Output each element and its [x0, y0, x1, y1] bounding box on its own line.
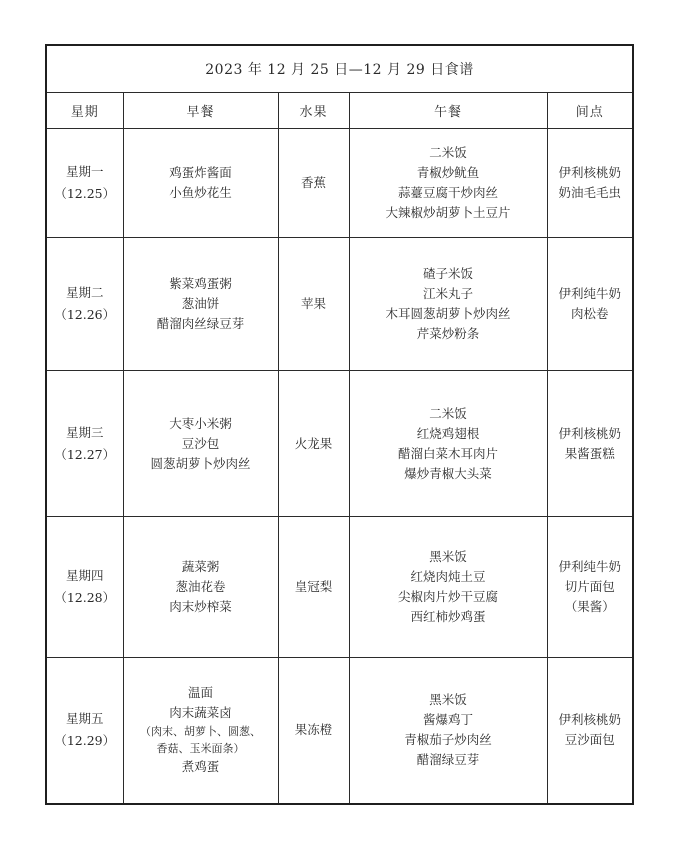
- menu-line: 红烧鸡翅根: [416, 425, 480, 441]
- snack-cell: [547, 371, 633, 517]
- menu-line: 肉末蔬菜卤: [169, 705, 232, 721]
- table-row: [46, 517, 633, 658]
- breakfast-cell: [123, 371, 278, 517]
- menu-line: （12.28）: [54, 590, 116, 605]
- day-cell: [46, 658, 123, 804]
- menu-line: 爆炒青椒大头菜: [404, 465, 492, 481]
- menu-line: 江米丸子: [422, 286, 473, 301]
- column-header-day: 星期: [46, 93, 123, 129]
- menu-line: 肉末炒榨菜: [169, 599, 232, 614]
- snack-cell: [547, 129, 633, 238]
- menu-line: 星期三: [65, 424, 104, 440]
- menu-line: 酱爆鸡丁: [422, 712, 473, 728]
- menu-line: 青椒茄子炒肉丝: [404, 732, 492, 748]
- menu-line: 蔬菜粥: [181, 559, 220, 574]
- menu-line: 大枣小米粥: [169, 415, 232, 431]
- day-cell: [46, 371, 123, 517]
- menu-line: 星期四: [65, 568, 104, 583]
- menu-line: 香蕉: [300, 175, 326, 190]
- menu-line: 醋溜肉丝绿豆芽: [156, 316, 245, 331]
- fruit-cell: [278, 129, 349, 238]
- menu-line: 伊利纯牛奶: [558, 286, 622, 301]
- table-title: 2023 年 12 月 25 日—12 月 29 日食谱: [46, 45, 633, 93]
- menu-line: 二米饭: [429, 145, 467, 160]
- menu-line: 蒜薹豆腐干炒肉丝: [397, 185, 498, 200]
- menu-line: 星期二: [65, 285, 104, 300]
- menu-line: 伊利核桃奶: [558, 712, 622, 728]
- menu-line: 鸡蛋炸酱面: [169, 165, 232, 180]
- lunch-cell: [349, 371, 547, 517]
- fruit-cell: [278, 517, 349, 658]
- menu-line: 红烧肉炖土豆: [410, 569, 486, 584]
- table-row: [46, 129, 633, 238]
- lunch-cell: [349, 517, 547, 658]
- menu-line: 圆葱胡萝卜炒肉丝: [150, 455, 251, 471]
- menu-line: 火龙果: [294, 435, 333, 451]
- menu-line: 果酱蛋糕: [564, 445, 615, 461]
- menu-line: 苹果: [300, 296, 326, 311]
- menu-line: 紫菜鸡蛋粥: [169, 276, 232, 291]
- menu-line: 伊利核桃奶: [558, 165, 622, 180]
- menu-line: 芹菜炒粉条: [416, 326, 480, 341]
- menu-line: 醋溜白菜木耳肉片: [397, 445, 498, 461]
- snack-cell: [547, 238, 633, 371]
- breakfast-cell: [123, 517, 278, 658]
- menu-line: 黑米饭: [429, 692, 467, 708]
- menu-line: 青椒炒鱿鱼: [416, 165, 480, 180]
- menu-line: 葱油花卷: [175, 579, 226, 594]
- menu-line: 星期五: [65, 711, 104, 727]
- table-row: [46, 238, 633, 371]
- menu-line: 大辣椒炒胡萝卜土豆片: [385, 205, 511, 220]
- menu-line: （肉末、胡萝卜、圆葱、: [140, 725, 261, 739]
- lunch-cell: [349, 238, 547, 371]
- snack-cell: [547, 517, 633, 658]
- menu-line: 伊利纯牛奶: [558, 559, 622, 574]
- menu-line: 醋溜绿豆芽: [416, 752, 480, 768]
- lunch-cell: [349, 658, 547, 804]
- menu-line: 二米饭: [429, 405, 467, 421]
- table-row: [46, 371, 633, 517]
- menu-line: 黑米饭: [429, 549, 467, 564]
- menu-line: 煮鸡蛋: [181, 759, 220, 775]
- table-row: [46, 658, 633, 804]
- menu-line: 木耳圆葱胡萝卜炒肉丝: [385, 306, 511, 321]
- menu-line: 豆沙包: [181, 435, 220, 451]
- snack-cell: [547, 658, 633, 804]
- menu-line: 葱油饼: [181, 296, 220, 311]
- column-header-snack: 间点: [547, 93, 633, 129]
- menu-line: 小鱼炒花生: [169, 185, 232, 200]
- menu-line: （12.26）: [54, 307, 116, 322]
- menu-line: （12.27）: [54, 446, 116, 462]
- header-row: [46, 93, 633, 129]
- menu-line: （12.29）: [54, 733, 116, 749]
- menu-line: 伊利核桃奶: [558, 425, 622, 441]
- menu-line: 奶油毛毛虫: [558, 185, 622, 200]
- menu-line: 皇冠梨: [294, 579, 333, 594]
- menu-line: 温面: [187, 685, 213, 701]
- day-cell: [46, 517, 123, 658]
- menu-line: 碴子米饭: [422, 266, 473, 281]
- menu-line: 星期一: [65, 164, 104, 179]
- fruit-cell: [278, 238, 349, 371]
- title-row: [46, 45, 633, 93]
- column-header-lunch: 午餐: [349, 93, 547, 129]
- menu-line: 肉松卷: [571, 306, 609, 321]
- menu-table-body: [46, 129, 633, 804]
- fruit-cell: [278, 371, 349, 517]
- menu-line: 豆沙面包: [564, 732, 615, 748]
- breakfast-cell: [123, 129, 278, 238]
- menu-line: 西红柿炒鸡蛋: [410, 609, 486, 624]
- fruit-cell: [278, 658, 349, 804]
- column-header-fruit: 水果: [278, 93, 349, 129]
- day-cell: [46, 238, 123, 371]
- menu-line: 果冻橙: [294, 722, 333, 738]
- lunch-cell: [349, 129, 547, 238]
- breakfast-cell: [123, 238, 278, 371]
- breakfast-cell: [123, 658, 278, 804]
- menu-line: （果酱）: [564, 599, 615, 614]
- column-header-breakfast: 早餐: [123, 93, 278, 129]
- weekly-menu-table: [45, 44, 634, 805]
- menu-line: （12.25）: [54, 186, 116, 201]
- menu-line: 尖椒肉片炒干豆腐: [397, 589, 498, 604]
- menu-line: 香菇、玉米面条）: [156, 742, 245, 756]
- menu-line: 切片面包: [564, 579, 615, 594]
- day-cell: [46, 129, 123, 238]
